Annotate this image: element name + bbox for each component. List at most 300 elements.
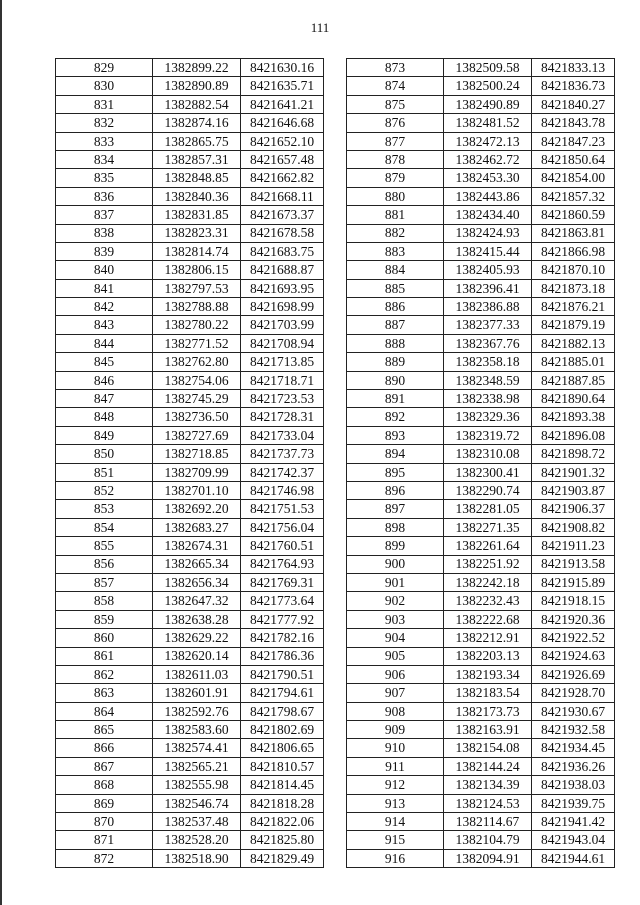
point-number-cell: 867: [56, 757, 153, 775]
x-coordinate-cell: 1382771.52: [153, 334, 241, 352]
y-coordinate-cell: 8421879.19: [532, 316, 615, 334]
table-row: [56, 334, 324, 352]
y-coordinate-cell: 8421876.21: [532, 298, 615, 316]
table-row: [56, 813, 324, 831]
x-coordinate-cell: 1382754.06: [153, 371, 241, 389]
y-coordinate-cell: 8421918.15: [532, 592, 615, 610]
point-number-cell: 889: [347, 353, 444, 371]
y-coordinate-cell: 8421678.58: [241, 224, 324, 242]
x-coordinate-cell: 1382638.28: [153, 610, 241, 628]
point-number-cell: 862: [56, 665, 153, 683]
x-coordinate-cell: 1382788.88: [153, 298, 241, 316]
point-number-cell: 858: [56, 592, 153, 610]
x-coordinate-cell: 1382453.30: [444, 169, 532, 187]
point-number-cell: 898: [347, 518, 444, 536]
x-coordinate-cell: 1382396.41: [444, 279, 532, 297]
y-coordinate-cell: 8421906.37: [532, 500, 615, 518]
point-number-cell: 903: [347, 610, 444, 628]
table-row: [56, 647, 324, 665]
table-row: [347, 592, 615, 610]
table-row: [347, 518, 615, 536]
table-row: [56, 390, 324, 408]
y-coordinate-cell: 8421790.51: [241, 665, 324, 683]
point-number-cell: 838: [56, 224, 153, 242]
point-number-cell: 885: [347, 279, 444, 297]
x-coordinate-cell: 1382565.21: [153, 757, 241, 775]
coordinates-table-right: [346, 58, 615, 868]
x-coordinate-cell: 1382134.39: [444, 776, 532, 794]
point-number-cell: 893: [347, 426, 444, 444]
point-number-cell: 913: [347, 794, 444, 812]
y-coordinate-cell: 8421898.72: [532, 445, 615, 463]
y-coordinate-cell: 8421887.85: [532, 371, 615, 389]
y-coordinate-cell: 8421938.03: [532, 776, 615, 794]
table-row: [56, 573, 324, 591]
x-coordinate-cell: 1382762.80: [153, 353, 241, 371]
x-coordinate-cell: 1382251.92: [444, 555, 532, 573]
table-row: [347, 206, 615, 224]
table-row: [56, 224, 324, 242]
x-coordinate-cell: 1382857.31: [153, 150, 241, 168]
y-coordinate-cell: 8421901.32: [532, 463, 615, 481]
y-coordinate-cell: 8421698.99: [241, 298, 324, 316]
y-coordinate-cell: 8421920.36: [532, 610, 615, 628]
x-coordinate-cell: 1382348.59: [444, 371, 532, 389]
table-row: [56, 702, 324, 720]
x-coordinate-cell: 1382518.90: [153, 849, 241, 867]
y-coordinate-cell: 8421833.13: [532, 59, 615, 77]
y-coordinate-cell: 8421818.28: [241, 794, 324, 812]
x-coordinate-cell: 1382683.27: [153, 518, 241, 536]
y-coordinate-cell: 8421733.04: [241, 426, 324, 444]
y-coordinate-cell: 8421885.01: [532, 353, 615, 371]
x-coordinate-cell: 1382500.24: [444, 77, 532, 95]
point-number-cell: 909: [347, 721, 444, 739]
x-coordinate-cell: 1382424.93: [444, 224, 532, 242]
point-number-cell: 834: [56, 150, 153, 168]
table-row: [347, 426, 615, 444]
x-coordinate-cell: 1382329.36: [444, 408, 532, 426]
table-row: [347, 555, 615, 573]
table-row: [56, 629, 324, 647]
x-coordinate-cell: 1382212.91: [444, 629, 532, 647]
x-coordinate-cell: 1382537.48: [153, 813, 241, 831]
point-number-cell: 911: [347, 757, 444, 775]
point-number-cell: 912: [347, 776, 444, 794]
point-number-cell: 881: [347, 206, 444, 224]
table-row: [347, 500, 615, 518]
x-coordinate-cell: 1382718.85: [153, 445, 241, 463]
y-coordinate-cell: 8421794.61: [241, 684, 324, 702]
point-number-cell: 865: [56, 721, 153, 739]
table-row: [56, 445, 324, 463]
y-coordinate-cell: 8421693.95: [241, 279, 324, 297]
point-number-cell: 899: [347, 537, 444, 555]
point-number-cell: 870: [56, 813, 153, 831]
point-number-cell: 904: [347, 629, 444, 647]
y-coordinate-cell: 8421939.75: [532, 794, 615, 812]
x-coordinate-cell: 1382848.85: [153, 169, 241, 187]
table-row: [347, 739, 615, 757]
point-number-cell: 854: [56, 518, 153, 536]
x-coordinate-cell: 1382701.10: [153, 481, 241, 499]
table-row: [347, 279, 615, 297]
x-coordinate-cell: 1382727.69: [153, 426, 241, 444]
point-number-cell: 868: [56, 776, 153, 794]
point-number-cell: 916: [347, 849, 444, 867]
point-number-cell: 864: [56, 702, 153, 720]
point-number-cell: 874: [347, 77, 444, 95]
x-coordinate-cell: 1382367.76: [444, 334, 532, 352]
x-coordinate-cell: 1382434.40: [444, 206, 532, 224]
y-coordinate-cell: 8421913.58: [532, 555, 615, 573]
table-row: [56, 794, 324, 812]
table-row: [56, 132, 324, 150]
y-coordinate-cell: 8421646.68: [241, 114, 324, 132]
point-number-cell: 887: [347, 316, 444, 334]
point-number-cell: 856: [56, 555, 153, 573]
table-row: [56, 849, 324, 867]
table-row: [56, 739, 324, 757]
x-coordinate-cell: 1382629.22: [153, 629, 241, 647]
table-row: [56, 169, 324, 187]
table-row: [347, 573, 615, 591]
x-coordinate-cell: 1382583.60: [153, 721, 241, 739]
y-coordinate-cell: 8421810.57: [241, 757, 324, 775]
point-number-cell: 852: [56, 481, 153, 499]
x-coordinate-cell: 1382736.50: [153, 408, 241, 426]
point-number-cell: 871: [56, 831, 153, 849]
x-coordinate-cell: 1382415.44: [444, 242, 532, 260]
point-number-cell: 841: [56, 279, 153, 297]
y-coordinate-cell: 8421863.81: [532, 224, 615, 242]
table-row: [347, 647, 615, 665]
table-row: [347, 794, 615, 812]
point-number-cell: 832: [56, 114, 153, 132]
point-number-cell: 842: [56, 298, 153, 316]
table-row: [347, 537, 615, 555]
point-number-cell: 833: [56, 132, 153, 150]
y-coordinate-cell: 8421764.93: [241, 555, 324, 573]
table-row: [347, 813, 615, 831]
x-coordinate-cell: 1382874.16: [153, 114, 241, 132]
x-coordinate-cell: 1382163.91: [444, 721, 532, 739]
point-number-cell: 836: [56, 187, 153, 205]
y-coordinate-cell: 8421742.37: [241, 463, 324, 481]
x-coordinate-cell: 1382647.32: [153, 592, 241, 610]
table-row: [347, 261, 615, 279]
y-coordinate-cell: 8421847.23: [532, 132, 615, 150]
x-coordinate-cell: 1382692.20: [153, 500, 241, 518]
x-coordinate-cell: 1382300.41: [444, 463, 532, 481]
x-coordinate-cell: 1382674.31: [153, 537, 241, 555]
point-number-cell: 839: [56, 242, 153, 260]
table-row: [56, 261, 324, 279]
y-coordinate-cell: 8421928.70: [532, 684, 615, 702]
point-number-cell: 895: [347, 463, 444, 481]
x-coordinate-cell: 1382154.08: [444, 739, 532, 757]
table-row: [56, 206, 324, 224]
y-coordinate-cell: 8421922.52: [532, 629, 615, 647]
point-number-cell: 907: [347, 684, 444, 702]
y-coordinate-cell: 8421814.45: [241, 776, 324, 794]
point-number-cell: 859: [56, 610, 153, 628]
y-coordinate-cell: 8421873.18: [532, 279, 615, 297]
x-coordinate-cell: 1382490.89: [444, 95, 532, 113]
y-coordinate-cell: 8421932.58: [532, 721, 615, 739]
point-number-cell: 855: [56, 537, 153, 555]
point-number-cell: 901: [347, 573, 444, 591]
y-coordinate-cell: 8421657.48: [241, 150, 324, 168]
point-number-cell: 894: [347, 445, 444, 463]
point-number-cell: 847: [56, 390, 153, 408]
y-coordinate-cell: 8421850.64: [532, 150, 615, 168]
y-coordinate-cell: 8421934.45: [532, 739, 615, 757]
point-number-cell: 897: [347, 500, 444, 518]
point-number-cell: 900: [347, 555, 444, 573]
table-row: [56, 500, 324, 518]
table-row: [347, 114, 615, 132]
point-number-cell: 877: [347, 132, 444, 150]
table-row: [347, 408, 615, 426]
point-number-cell: 902: [347, 592, 444, 610]
point-number-cell: 890: [347, 371, 444, 389]
y-coordinate-cell: 8421896.08: [532, 426, 615, 444]
table-row: [347, 481, 615, 499]
x-coordinate-cell: 1382114.67: [444, 813, 532, 831]
x-coordinate-cell: 1382271.35: [444, 518, 532, 536]
table-row: [56, 150, 324, 168]
point-number-cell: 872: [56, 849, 153, 867]
y-coordinate-cell: 8421840.27: [532, 95, 615, 113]
table-row: [347, 445, 615, 463]
table-row: [347, 224, 615, 242]
x-coordinate-cell: 1382338.98: [444, 390, 532, 408]
point-number-cell: 849: [56, 426, 153, 444]
table-row: [347, 757, 615, 775]
y-coordinate-cell: 8421652.10: [241, 132, 324, 150]
y-coordinate-cell: 8421882.13: [532, 334, 615, 352]
x-coordinate-cell: 1382865.75: [153, 132, 241, 150]
coordinates-table-left: [55, 58, 324, 868]
x-coordinate-cell: 1382797.53: [153, 279, 241, 297]
x-coordinate-cell: 1382462.72: [444, 150, 532, 168]
x-coordinate-cell: 1382601.91: [153, 684, 241, 702]
point-number-cell: 880: [347, 187, 444, 205]
y-coordinate-cell: 8421802.69: [241, 721, 324, 739]
point-number-cell: 830: [56, 77, 153, 95]
x-coordinate-cell: 1382232.43: [444, 592, 532, 610]
table-row: [56, 59, 324, 77]
table-row: [347, 353, 615, 371]
x-coordinate-cell: 1382745.29: [153, 390, 241, 408]
table-row: [56, 187, 324, 205]
y-coordinate-cell: 8421737.73: [241, 445, 324, 463]
table-row: [347, 702, 615, 720]
point-number-cell: 857: [56, 573, 153, 591]
page-left-edge: [0, 0, 2, 905]
point-number-cell: 848: [56, 408, 153, 426]
x-coordinate-cell: 1382481.52: [444, 114, 532, 132]
y-coordinate-cell: 8421777.92: [241, 610, 324, 628]
point-number-cell: 850: [56, 445, 153, 463]
y-coordinate-cell: 8421668.11: [241, 187, 324, 205]
y-coordinate-cell: 8421806.65: [241, 739, 324, 757]
x-coordinate-cell: 1382173.73: [444, 702, 532, 720]
table-row: [56, 426, 324, 444]
table-row: [56, 481, 324, 499]
x-coordinate-cell: 1382528.20: [153, 831, 241, 849]
y-coordinate-cell: 8421703.99: [241, 316, 324, 334]
point-number-cell: 888: [347, 334, 444, 352]
point-number-cell: 878: [347, 150, 444, 168]
x-coordinate-cell: 1382183.54: [444, 684, 532, 702]
x-coordinate-cell: 1382840.36: [153, 187, 241, 205]
table-row: [347, 59, 615, 77]
table-row: [56, 77, 324, 95]
y-coordinate-cell: 8421825.80: [241, 831, 324, 849]
point-number-cell: 863: [56, 684, 153, 702]
y-coordinate-cell: 8421718.71: [241, 371, 324, 389]
y-coordinate-cell: 8421760.51: [241, 537, 324, 555]
x-coordinate-cell: 1382386.88: [444, 298, 532, 316]
x-coordinate-cell: 1382656.34: [153, 573, 241, 591]
point-number-cell: 853: [56, 500, 153, 518]
table-row: [347, 849, 615, 867]
x-coordinate-cell: 1382319.72: [444, 426, 532, 444]
point-number-cell: 886: [347, 298, 444, 316]
x-coordinate-cell: 1382890.89: [153, 77, 241, 95]
table-row: [347, 187, 615, 205]
table-row: [56, 95, 324, 113]
point-number-cell: 869: [56, 794, 153, 812]
point-number-cell: 840: [56, 261, 153, 279]
y-coordinate-cell: 8421843.78: [532, 114, 615, 132]
y-coordinate-cell: 8421630.16: [241, 59, 324, 77]
table-row: [347, 721, 615, 739]
y-coordinate-cell: 8421903.87: [532, 481, 615, 499]
y-coordinate-cell: 8421944.61: [532, 849, 615, 867]
y-coordinate-cell: 8421911.23: [532, 537, 615, 555]
x-coordinate-cell: 1382222.68: [444, 610, 532, 628]
table-row: [56, 592, 324, 610]
point-number-cell: 866: [56, 739, 153, 757]
point-number-cell: 837: [56, 206, 153, 224]
point-number-cell: 846: [56, 371, 153, 389]
coordinates-table-body: [347, 59, 615, 868]
table-row: [347, 316, 615, 334]
point-number-cell: 892: [347, 408, 444, 426]
y-coordinate-cell: 8421688.87: [241, 261, 324, 279]
y-coordinate-cell: 8421930.67: [532, 702, 615, 720]
point-number-cell: 915: [347, 831, 444, 849]
table-row: [56, 721, 324, 739]
table-row: [56, 353, 324, 371]
x-coordinate-cell: 1382358.18: [444, 353, 532, 371]
table-row: [56, 665, 324, 683]
y-coordinate-cell: 8421854.00: [532, 169, 615, 187]
table-row: [347, 95, 615, 113]
x-coordinate-cell: 1382290.74: [444, 481, 532, 499]
x-coordinate-cell: 1382144.24: [444, 757, 532, 775]
x-coordinate-cell: 1382242.18: [444, 573, 532, 591]
table-row: [347, 776, 615, 794]
y-coordinate-cell: 8421908.82: [532, 518, 615, 536]
table-row: [347, 463, 615, 481]
table-row: [56, 279, 324, 297]
x-coordinate-cell: 1382555.98: [153, 776, 241, 794]
y-coordinate-cell: 8421635.71: [241, 77, 324, 95]
y-coordinate-cell: 8421683.75: [241, 242, 324, 260]
table-row: [347, 371, 615, 389]
y-coordinate-cell: 8421756.04: [241, 518, 324, 536]
point-number-cell: 873: [347, 59, 444, 77]
point-number-cell: 905: [347, 647, 444, 665]
point-number-cell: 879: [347, 169, 444, 187]
coordinates-table-body: [56, 59, 324, 868]
table-row: [56, 371, 324, 389]
y-coordinate-cell: 8421786.36: [241, 647, 324, 665]
table-row: [347, 169, 615, 187]
x-coordinate-cell: 1382193.34: [444, 665, 532, 683]
y-coordinate-cell: 8421822.06: [241, 813, 324, 831]
y-coordinate-cell: 8421746.98: [241, 481, 324, 499]
point-number-cell: 908: [347, 702, 444, 720]
point-number-cell: 883: [347, 242, 444, 260]
x-coordinate-cell: 1382094.91: [444, 849, 532, 867]
x-coordinate-cell: 1382620.14: [153, 647, 241, 665]
x-coordinate-cell: 1382823.31: [153, 224, 241, 242]
table-row: [56, 555, 324, 573]
x-coordinate-cell: 1382104.79: [444, 831, 532, 849]
y-coordinate-cell: 8421713.85: [241, 353, 324, 371]
table-row: [56, 463, 324, 481]
point-number-cell: 876: [347, 114, 444, 132]
point-number-cell: 835: [56, 169, 153, 187]
point-number-cell: 891: [347, 390, 444, 408]
x-coordinate-cell: 1382780.22: [153, 316, 241, 334]
y-coordinate-cell: 8421941.42: [532, 813, 615, 831]
y-coordinate-cell: 8421773.64: [241, 592, 324, 610]
y-coordinate-cell: 8421798.67: [241, 702, 324, 720]
point-number-cell: 843: [56, 316, 153, 334]
y-coordinate-cell: 8421870.10: [532, 261, 615, 279]
table-row: [56, 757, 324, 775]
y-coordinate-cell: 8421728.31: [241, 408, 324, 426]
x-coordinate-cell: 1382814.74: [153, 242, 241, 260]
x-coordinate-cell: 1382124.53: [444, 794, 532, 812]
y-coordinate-cell: 8421769.31: [241, 573, 324, 591]
table-row: [347, 132, 615, 150]
x-coordinate-cell: 1382405.93: [444, 261, 532, 279]
x-coordinate-cell: 1382882.54: [153, 95, 241, 113]
table-row: [347, 390, 615, 408]
x-coordinate-cell: 1382377.33: [444, 316, 532, 334]
table-row: [347, 831, 615, 849]
point-number-cell: 861: [56, 647, 153, 665]
point-number-cell: 860: [56, 629, 153, 647]
point-number-cell: 851: [56, 463, 153, 481]
point-number-cell: 884: [347, 261, 444, 279]
x-coordinate-cell: 1382310.08: [444, 445, 532, 463]
table-row: [56, 776, 324, 794]
y-coordinate-cell: 8421708.94: [241, 334, 324, 352]
x-coordinate-cell: 1382546.74: [153, 794, 241, 812]
x-coordinate-cell: 1382203.13: [444, 647, 532, 665]
table-row: [56, 610, 324, 628]
table-row: [56, 831, 324, 849]
y-coordinate-cell: 8421890.64: [532, 390, 615, 408]
